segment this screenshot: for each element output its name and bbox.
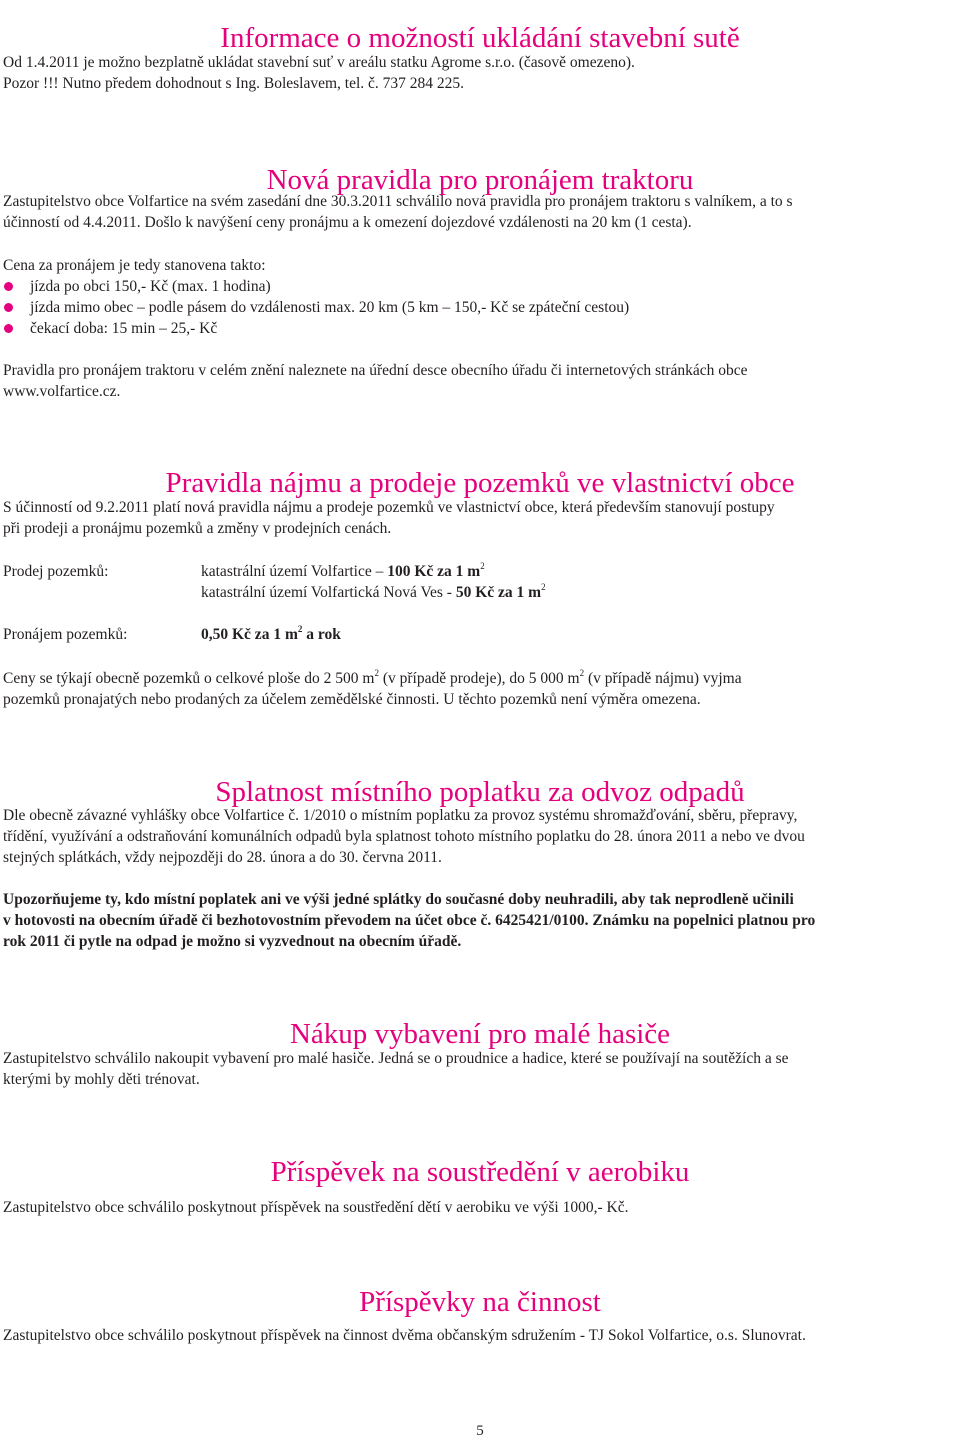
price-list bbox=[4, 276, 904, 339]
pozemky-p1-line-1: S účinností od 9.2.2011 platí nová pravidla nájmu a prodeje pozemků ve vlastnictví obce, která především stanovují postupy bbox=[3, 499, 775, 516]
sale-row-text: katastrální území Volfartická Nová Ves - bbox=[201, 584, 456, 601]
price-item-text: jízda mimo obec – podle pásem do vzdálenosti max. 20 km (5 km – 150,- Kč se zpáteční cestou) bbox=[30, 299, 630, 316]
sale-row-text: katastrální území Volfartice – bbox=[201, 563, 388, 580]
traktor-p1-line-1: Zastupitelstvo obce Volfartice na svém zasedání dne 30.3.2011 schválilo nová pravidla pro pronájem traktoru s valníkem, a to s bbox=[3, 193, 793, 210]
sut-line-1: Od 1.4.2011 je možno bezplatně ukládat stavební suť v areálu statku Agrome s.r.o. (časově omezeno). bbox=[3, 54, 635, 71]
pozemky-p2-line-1 bbox=[3, 668, 742, 689]
sup-2: 2 bbox=[579, 668, 585, 678]
sup-2: 2 bbox=[480, 561, 485, 571]
p2-part-b: (v případě prodeje), do 5 000 m bbox=[378, 670, 580, 687]
cinnost-text: Zastupitelstvo obce schválilo poskytnout příspěvek na činnost dvěma občanským sdružením - TJ Sokol Volfartice, o.s. Slunovrat. bbox=[3, 1327, 806, 1344]
price-item bbox=[4, 318, 904, 339]
sup-2: 2 bbox=[541, 582, 546, 592]
page-number: 5 bbox=[476, 1423, 484, 1439]
price-item bbox=[4, 276, 904, 297]
pozemky-p2-line-2: pozemků pronajatých nebo prodaných za účelem zemědělské činnosti. U těchto pozemků není výměra omezena. bbox=[3, 691, 701, 708]
heading-traktor: Nová pravidla pro pronájem traktoru bbox=[266, 164, 694, 197]
sale-label: Prodej pozemků: bbox=[3, 563, 109, 580]
sale-row-price: 50 Kč za 1 m bbox=[455, 584, 542, 601]
lease-price bbox=[201, 624, 341, 645]
price-item bbox=[4, 297, 904, 318]
traktor-p2-line-2: www.volfartice.cz. bbox=[3, 383, 121, 400]
pozemky-p1-line-2: při prodeji a pronájmu pozemků a změny v prodejních cenách. bbox=[3, 520, 392, 537]
lease-label: Pronájem pozemků: bbox=[3, 626, 128, 643]
hasici-line-1: Zastupitelstvo schválilo nakoupit vybavení pro malé hasiče. Jedná se o proudnice a hadice, které se používají na soutěžích a se bbox=[3, 1050, 789, 1067]
p2-part-c: (v případě nájmu) vyjma bbox=[584, 670, 742, 687]
heading-odpady: Splatnost místního poplatku za odvoz odpadů bbox=[215, 776, 745, 809]
heading-hasici: Nákup vybavení pro malé hasiče bbox=[289, 1018, 671, 1051]
sale-row-volfartice bbox=[201, 561, 485, 582]
lease-price-b: a rok bbox=[302, 626, 341, 643]
p2-part-a: Ceny se týkají obecně pozemků o celkové ploše do 2 500 m bbox=[3, 670, 375, 687]
heading-pozemky: Pravidla nájmu a prodeje pozemků ve vlastnictví obce bbox=[165, 467, 795, 500]
sut-line-2: Pozor !!! Nutno předem dohodnout s Ing. Boleslavem, tel. č. 737 284 225. bbox=[3, 75, 465, 92]
aerobik-text: Zastupitelstvo obce schválilo poskytnout příspěvek na soustředění dětí v aerobiku ve výši 1000,- Kč. bbox=[3, 1199, 629, 1216]
bullet-icon bbox=[4, 324, 13, 333]
heading-stavebni-sut: Informace o možností ukládání stavební sutě bbox=[220, 22, 740, 55]
price-item-text: čekací doba: 15 min – 25,- Kč bbox=[30, 320, 218, 337]
sale-row-nova-ves bbox=[201, 582, 546, 603]
odpady-p2-line-2: v hotovosti na obecním úřadě či bezhotovostním převodem na účet obce č. 6425421/0100. Známku na popelnici platnou pro bbox=[3, 912, 816, 929]
hasici-line-2: kterými by mohly děti trénovat. bbox=[3, 1071, 200, 1088]
sale-row-price: 100 Kč za 1 m bbox=[387, 563, 481, 580]
price-item-text: jízda po obci 150,- Kč (max. 1 hodina) bbox=[30, 278, 271, 295]
heading-aerobik: Příspěvek na soustředění v aerobiku bbox=[270, 1156, 690, 1189]
price-heading: Cena za pronájem je tedy stanovena takto: bbox=[3, 257, 266, 274]
odpady-p2-line-3: rok 2011 či pytle na odpad je možno si vyzvednout na obecním úřadě. bbox=[3, 933, 462, 950]
bullet-icon bbox=[4, 303, 13, 312]
traktor-p2-line-1: Pravidla pro pronájem traktoru v celém znění naleznete na úřední desce obecního úřadu či internetových stránkách obce bbox=[3, 362, 748, 379]
odpady-p1-line-3: stejných splátkách, vždy nejpozději do 28. února a do 30. června 2011. bbox=[3, 849, 442, 866]
traktor-p1-line-2: účinností od 4.4.2011. Došlo k navýšení ceny pronájmu a k omezení dojezdové vzdálenosti na 20 km (1 cesta). bbox=[3, 214, 692, 231]
odpady-p2-line-1: Upozorňujeme ty, kdo místní poplatek ani ve výši jedné splátky do současné doby neuhradili, aby tak neprodleně učinili bbox=[3, 891, 794, 908]
bullet-icon bbox=[4, 282, 13, 291]
heading-cinnost: Příspěvky na činnost bbox=[359, 1286, 601, 1319]
sup-2: 2 bbox=[374, 668, 379, 678]
sup-2: 2 bbox=[297, 624, 303, 634]
odpady-p1-line-2: třídění, využívání a odstraňování komunálních odpadů byla splatnost tohoto místního poplatku do 28. února 2011 a nebo ve dvou bbox=[3, 828, 805, 845]
odpady-p1-line-1: Dle obecně závazné vyhlášky obce Volfartice č. 1/2010 o místním poplatku za provoz systému shromažďování, sběru, přepravy, bbox=[3, 807, 798, 824]
lease-price-a: 0,50 Kč za 1 m bbox=[201, 626, 298, 643]
